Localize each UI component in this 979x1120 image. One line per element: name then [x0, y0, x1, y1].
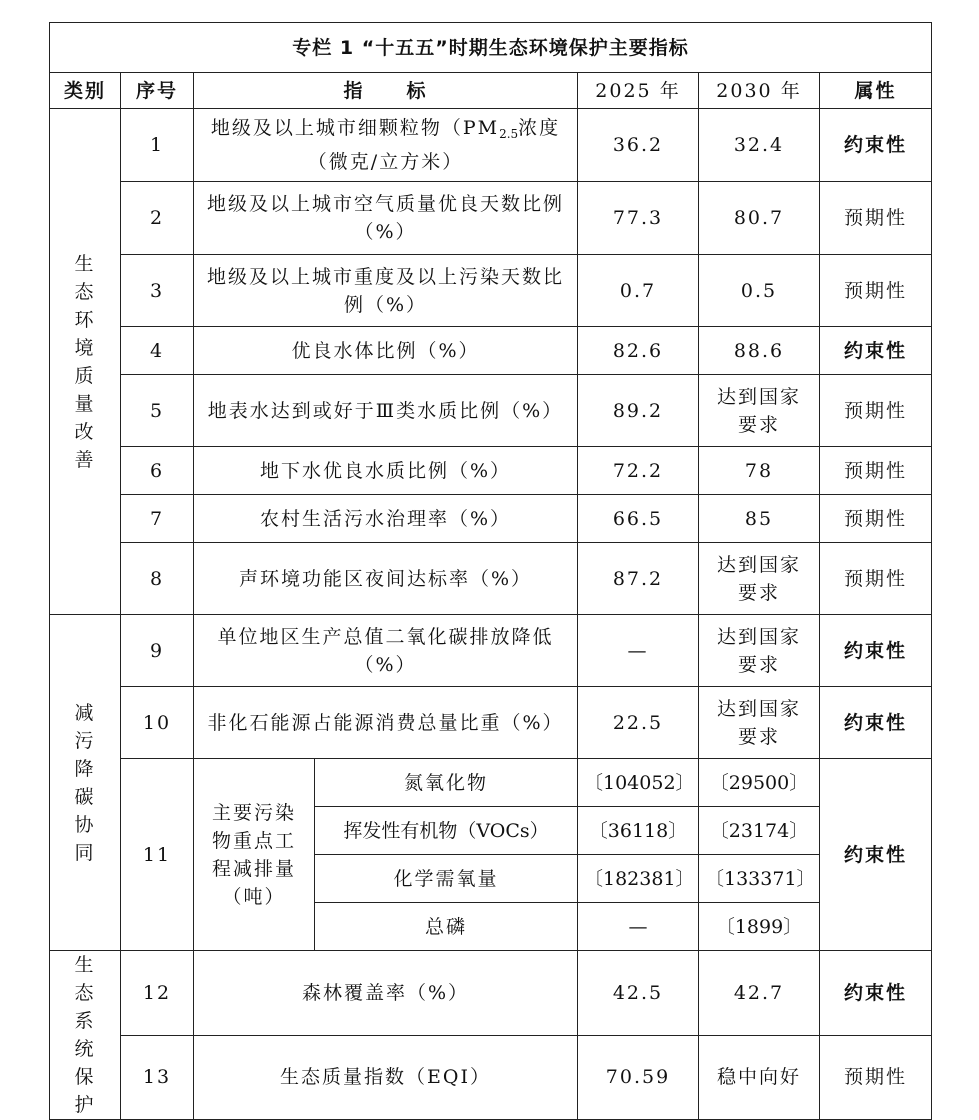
row-indicator: 地级及以上城市空气质量优良天数比例（%）: [194, 182, 578, 255]
row-indicator: 生态质量指数（EQI）: [194, 1035, 578, 1120]
row-indicator: [194, 109, 578, 182]
indicator-text: 地级及以上城市细颗粒物（PM: [210, 117, 500, 139]
row-indicator: 地级及以上城市重度及以上污染天数比例（%）: [194, 255, 578, 327]
category-ecosystem: 生 态 系 统 保 护: [50, 951, 121, 1120]
row-value-2030: 〔133371〕: [699, 855, 820, 903]
row-attribute: 预期性: [820, 1035, 932, 1120]
row-indicator: 农村生活污水治理率（%）: [194, 495, 578, 543]
row-indicator: 地下水优良水质比例（%）: [194, 447, 578, 495]
row-value-2030: 32.4: [699, 109, 820, 182]
sub-indicator: 总磷: [315, 903, 578, 951]
table-row: [50, 182, 932, 255]
row-attribute: 预期性: [820, 495, 932, 543]
table-row: [50, 759, 932, 807]
table-row: [50, 447, 932, 495]
row-value-2025: 66.5: [578, 495, 699, 543]
row-no: 12: [121, 951, 194, 1036]
row-no: 5: [121, 375, 194, 447]
table-row: [50, 687, 932, 759]
row-value-2025: —: [578, 903, 699, 951]
table-header-row: [50, 73, 932, 109]
sub-indicator: 挥发性有机物（VOCs）: [315, 807, 578, 855]
indicator-table: [49, 22, 932, 1120]
category-env-quality: 生 态 环 境 质 量 改 善: [50, 109, 121, 615]
header-indicator: 指 标: [194, 73, 578, 109]
row-value-2030: 88.6: [699, 327, 820, 375]
row-value-2030: 78: [699, 447, 820, 495]
table-row: [50, 951, 932, 1036]
indicator-text-tail: 浓度（微克/立方米）: [307, 117, 561, 173]
table-title: 专栏 1 “十五五”时期生态环境保护主要指标: [50, 23, 932, 73]
row-value-2025: 72.2: [578, 447, 699, 495]
row-no: 6: [121, 447, 194, 495]
row-value-2030: 80.7: [699, 182, 820, 255]
row-attribute: 预期性: [820, 255, 932, 327]
row-value-2030: 〔29500〕: [699, 759, 820, 807]
row-value-2025: 〔36118〕: [578, 807, 699, 855]
indicator-table-container: [49, 22, 931, 1120]
header-category: 类别: [50, 73, 121, 109]
row-value-2025: 87.2: [578, 543, 699, 615]
header-no: 序号: [121, 73, 194, 109]
row-attribute: 约束性: [820, 109, 932, 182]
row-no: 1: [121, 109, 194, 182]
row-value-2030: 达到国家要求: [699, 543, 820, 615]
row-no: 2: [121, 182, 194, 255]
row-indicator: 单位地区生产总值二氧化碳排放降低（%）: [194, 615, 578, 687]
row-no: 8: [121, 543, 194, 615]
row-value-2030: 达到国家要求: [699, 687, 820, 759]
row-value-2025: 89.2: [578, 375, 699, 447]
table-row: [50, 327, 932, 375]
row-value-2030: 85: [699, 495, 820, 543]
category-pollution-carbon: 减 污 降 碳 协 同: [50, 615, 121, 951]
row-value-2025: 82.6: [578, 327, 699, 375]
row-no: 9: [121, 615, 194, 687]
row-value-2030: 〔23174〕: [699, 807, 820, 855]
row-value-2030: 达到国家要求: [699, 375, 820, 447]
row-attribute: 预期性: [820, 447, 932, 495]
row-indicator: 优良水体比例（%）: [194, 327, 578, 375]
table-row: [50, 255, 932, 327]
row-value-2030: 稳中向好: [699, 1035, 820, 1120]
row-value-2030: 达到国家要求: [699, 615, 820, 687]
row-value-2030: 42.7: [699, 951, 820, 1036]
indicator-subscript: 2.5: [499, 127, 519, 141]
row-indicator: 声环境功能区夜间达标率（%）: [194, 543, 578, 615]
row-attribute: 约束性: [820, 759, 932, 951]
header-2030: 2030 年: [699, 73, 820, 109]
table-row: [50, 1035, 932, 1120]
row-indicator: 非化石能源占能源消费总量比重（%）: [194, 687, 578, 759]
header-attribute: 属性: [820, 73, 932, 109]
row-value-2025: 36.2: [578, 109, 699, 182]
row-value-2025: 22.5: [578, 687, 699, 759]
table-row: [50, 615, 932, 687]
row-value-2025: 42.5: [578, 951, 699, 1036]
row-attribute: 预期性: [820, 375, 932, 447]
sub-indicator: 化学需氧量: [315, 855, 578, 903]
row-attribute: 约束性: [820, 687, 932, 759]
row-value-2025: 〔182381〕: [578, 855, 699, 903]
header-2025: 2025 年: [578, 73, 699, 109]
row-no: 3: [121, 255, 194, 327]
table-row: [50, 375, 932, 447]
table-row: [50, 109, 932, 182]
row-no: 4: [121, 327, 194, 375]
row-attribute: 约束性: [820, 951, 932, 1036]
row-value-2030: 〔1899〕: [699, 903, 820, 951]
row-indicator: 地表水达到或好于Ⅲ类水质比例（%）: [194, 375, 578, 447]
table-title-row: [50, 23, 932, 73]
row-attribute: 预期性: [820, 543, 932, 615]
row-group-label: 主要污染物重点工程减排量（吨）: [194, 759, 315, 951]
row-attribute: 约束性: [820, 615, 932, 687]
row-no: 11: [121, 759, 194, 951]
row-indicator: 森林覆盖率（%）: [194, 951, 578, 1036]
row-attribute: 约束性: [820, 327, 932, 375]
row-value-2025: 70.59: [578, 1035, 699, 1120]
row-value-2025: 77.3: [578, 182, 699, 255]
row-attribute: 预期性: [820, 182, 932, 255]
row-value-2025: —: [578, 615, 699, 687]
row-value-2030: 0.5: [699, 255, 820, 327]
row-no: 7: [121, 495, 194, 543]
table-row: [50, 495, 932, 543]
row-no: 10: [121, 687, 194, 759]
row-no: 13: [121, 1035, 194, 1120]
row-value-2025: 0.7: [578, 255, 699, 327]
sub-indicator: 氮氧化物: [315, 759, 578, 807]
table-row: [50, 543, 932, 615]
row-value-2025: 〔104052〕: [578, 759, 699, 807]
